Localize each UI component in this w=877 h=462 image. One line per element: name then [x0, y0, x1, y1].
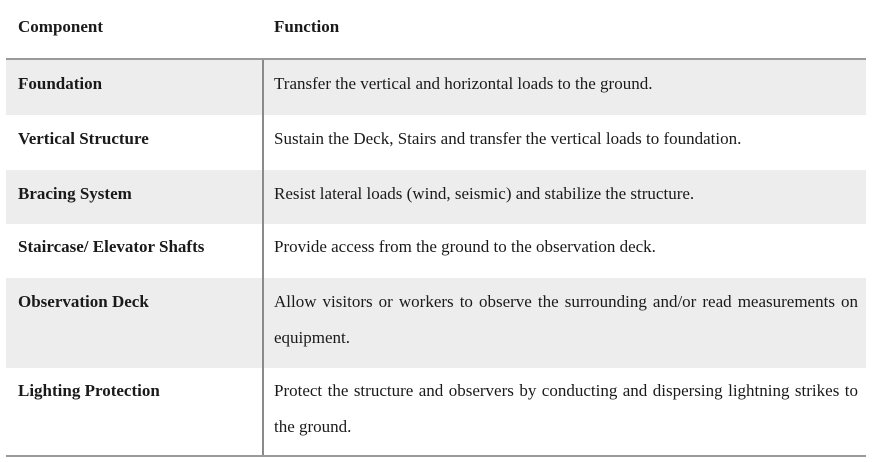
row-component: Staircase/ Elevator Shafts — [18, 237, 205, 256]
column-divider — [262, 60, 264, 455]
row-function: Transfer the vertical and horizontal loads to the ground. — [274, 74, 653, 93]
row-function: Allow visitors or workers to observe the surrounding and/or read measurements on equipment. — [274, 292, 858, 347]
table-row — [6, 368, 866, 455]
row-component: Foundation — [18, 74, 103, 93]
table-row — [6, 224, 866, 278]
row-component: Vertical Structure — [18, 129, 149, 148]
bottom-rule — [6, 455, 866, 457]
row-function: Provide access from the ground to the observation deck. — [274, 237, 656, 256]
row-function: Sustain the Deck, Stairs and transfer the vertical loads to foundation. — [274, 129, 742, 148]
row-component: Bracing System — [18, 184, 132, 203]
header-function: Function — [274, 17, 340, 36]
table-row — [6, 115, 866, 170]
row-function: Resist lateral loads (wind, seismic) and stabilize the structure. — [274, 184, 695, 203]
table-row — [6, 278, 866, 368]
row-component: Observation Deck — [18, 292, 149, 311]
row-component: Lighting Protection — [18, 381, 160, 400]
header-component: Component — [18, 17, 104, 36]
table-row — [6, 60, 866, 115]
table-row — [6, 170, 866, 224]
row-function: Protect the structure and observers by conducting and dispersing lightning strikes to the ground. — [274, 381, 858, 436]
